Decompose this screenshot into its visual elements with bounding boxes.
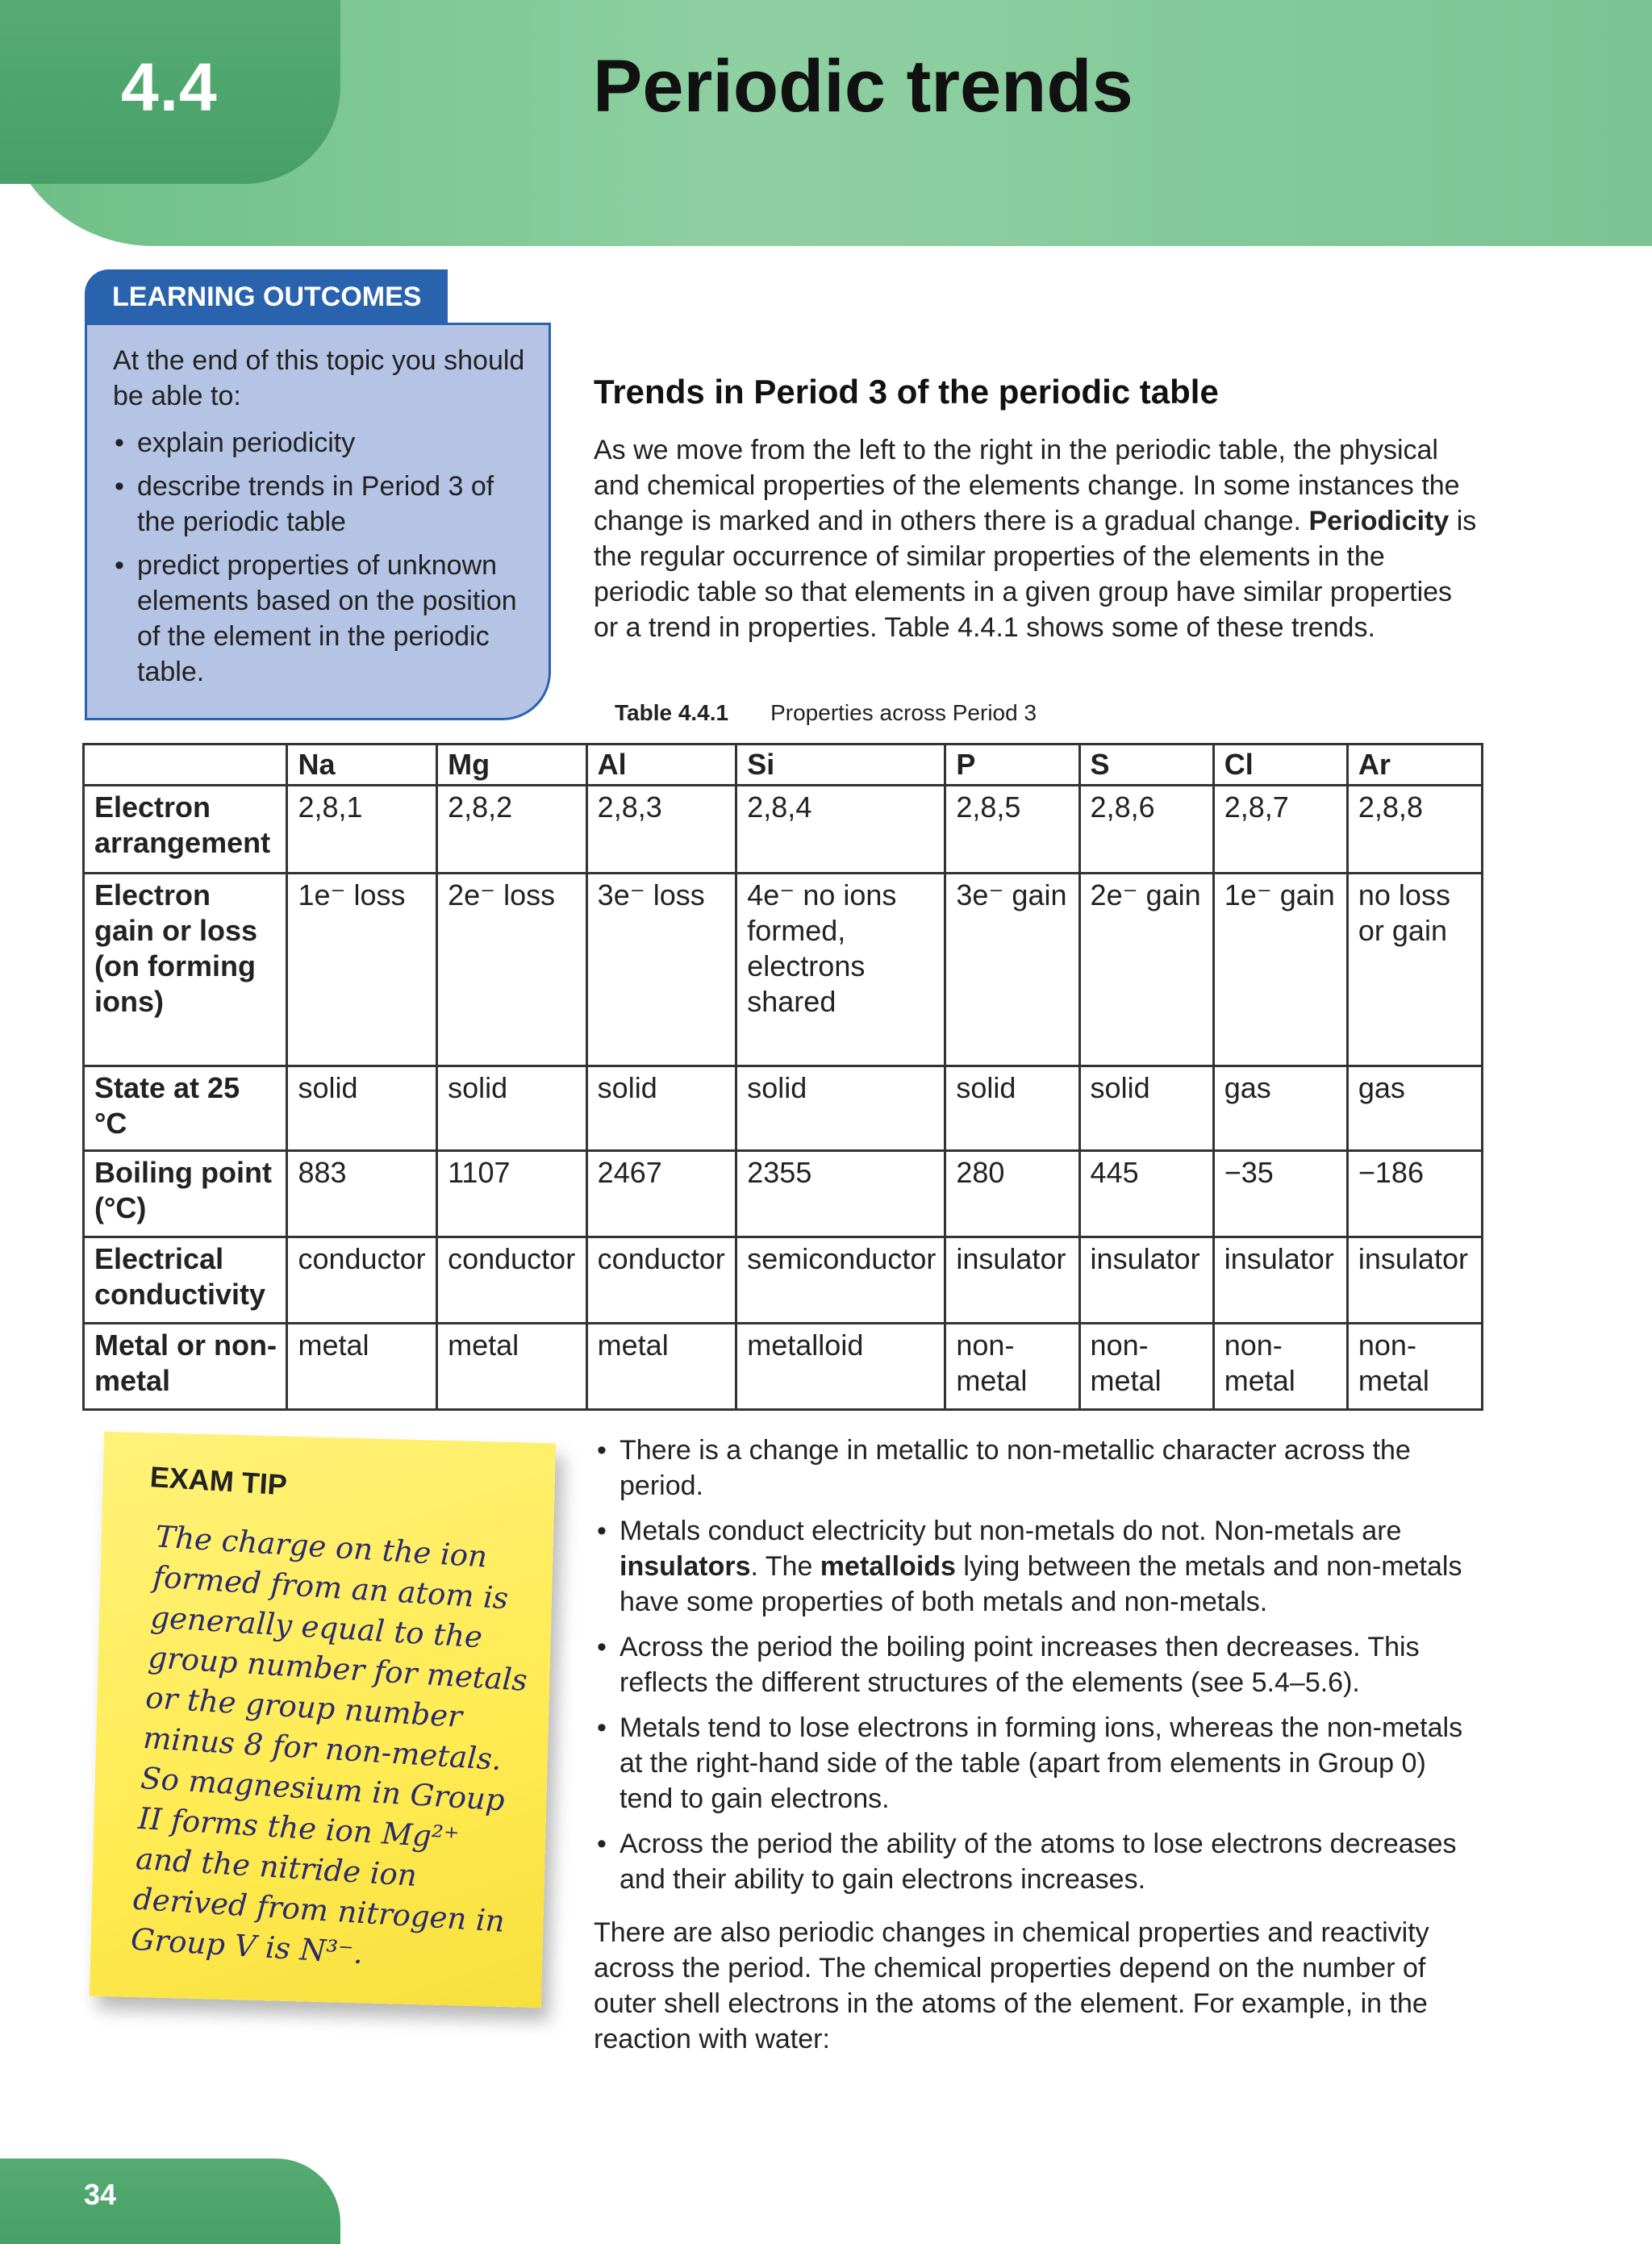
table-cell: solid [1079, 1066, 1213, 1151]
table-cell: metal [586, 1324, 736, 1410]
table-cell: solid [586, 1066, 736, 1151]
table-cell: non-metal [1347, 1324, 1482, 1410]
table-header-cell [84, 745, 287, 786]
learning-outcome-item: • describe trends in Period 3 of the periodic table [113, 469, 529, 540]
table-cell: 3e⁻ loss [586, 874, 736, 1066]
table-row-label: Electron gain or loss (on forming ions) [84, 874, 287, 1066]
table-cell: gas [1213, 1066, 1347, 1151]
term-metalloids: metalloids [820, 1551, 956, 1582]
table-cell: 2355 [736, 1151, 945, 1237]
table-cell: insulator [1079, 1237, 1213, 1324]
table-row-label: Electrical conductivity [84, 1237, 287, 1324]
table-cell: metal [287, 1324, 437, 1410]
learning-outcomes-intro: At the end of this topic you should be able to: [113, 345, 525, 411]
trend-list [594, 1433, 1481, 1907]
table-header-cell: S [1079, 745, 1213, 786]
table-cell: 2,8,8 [1347, 786, 1482, 874]
learning-outcome-item: • explain periodicity [113, 425, 529, 461]
table-header-cell: Si [736, 745, 945, 786]
table-caption-label: Table 4.4.1 [615, 700, 729, 725]
table-cell: 3e⁻ gain [945, 874, 1079, 1066]
table-cell: solid [945, 1066, 1079, 1151]
table-cell: 4e⁻ no ions formed, electrons shared [736, 874, 945, 1066]
table-cell: 2,8,6 [1079, 786, 1213, 874]
table-row-label: Metal or non-metal [84, 1324, 287, 1410]
table-cell: 2,8,7 [1213, 786, 1347, 874]
table-cell: solid [437, 1066, 587, 1151]
table-header-cell: Mg [437, 745, 587, 786]
table-cell: solid [287, 1066, 437, 1151]
table-cell: non-metal [1079, 1324, 1213, 1410]
table-cell: insulator [1347, 1237, 1482, 1324]
table-cell: conductor [437, 1237, 587, 1324]
section-number: 4.4 [121, 49, 218, 125]
table-cell: gas [1347, 1066, 1482, 1151]
table-cell: non-metal [1213, 1324, 1347, 1410]
learning-outcomes-list [113, 425, 529, 690]
table-cell: 2e⁻ gain [1079, 874, 1213, 1066]
trend-text: Metals conduct electricity but non-metals do not. Non-metals are [620, 1516, 1402, 1546]
table-row-label: Electron arrangement [84, 786, 287, 874]
table-cell: conductor [586, 1237, 736, 1324]
table-header-cell: Ar [1347, 745, 1482, 786]
trend-item: • There is a change in metallic to non-metallic character across the period. [594, 1433, 1481, 1504]
table-cell: 2,8,2 [437, 786, 587, 874]
exam-tip-body: The charge on the ion formed from an atom is generally equal to the group number for metals or the group number minus 8 for non-metals. So magnesium in Group II forms the ion Mg²⁺ and the nitride ion derived from nitrogen in Group V is N³⁻. [129, 1519, 528, 1971]
table-cell: 2,8,4 [736, 786, 945, 874]
table-cell: 1e⁻ gain [1213, 874, 1347, 1066]
closing-paragraph: There are also periodic changes in chemical properties and reactivity across the period. The chemical properties depend on the number of outer shell electrons in the atoms of the element. For example, in the reaction with water: [594, 1917, 1429, 2054]
trend-item: • Metals tend to lose electrons in forming ions, whereas the non-metals at the right-hand side of the table (apart from elements in Group 0) tend to gain electrons. [594, 1710, 1481, 1816]
table-cell: metalloid [736, 1324, 945, 1410]
table-row [84, 1237, 1483, 1324]
trend-item: • Across the period the boiling point increases then decreases. This reflects the different structures of the elements (see 5.4–5.6). [594, 1629, 1481, 1700]
trend-text: lying between the metals and non-metals have some properties of both metals and non-metals. [620, 1551, 1462, 1617]
exam-tip-title: EXAM TIP [148, 1460, 288, 1502]
section-heading: Trends in Period 3 of the periodic table [594, 373, 1219, 411]
table-header-cell: Cl [1213, 745, 1347, 786]
table-cell: conductor [287, 1237, 437, 1324]
intro-paragraph [594, 432, 1481, 645]
table-header-row [84, 745, 1483, 786]
table-caption-text: Properties across Period 3 [770, 700, 1037, 725]
table-row-label: State at 25 °C [84, 1066, 287, 1151]
table-cell: 1107 [437, 1151, 587, 1237]
term-insulators: insulators [620, 1551, 751, 1582]
table-cell: 2,8,5 [945, 786, 1079, 874]
table-cell: 2e⁻ loss [437, 874, 587, 1066]
table-header-cell: Al [586, 745, 736, 786]
table-row [84, 786, 1483, 874]
table-cell: 1e⁻ loss [287, 874, 437, 1066]
table-cell: −35 [1213, 1151, 1347, 1237]
table-cell: 2,8,1 [287, 786, 437, 874]
table-cell: insulator [1213, 1237, 1347, 1324]
table-cell: no loss or gain [1347, 874, 1482, 1066]
page-title: Periodic trends [593, 45, 1133, 127]
table-cell: 2467 [586, 1151, 736, 1237]
trend-item [594, 1513, 1481, 1620]
intro-text-2: is the regular occurrence of similar properties of the elements in the periodic table so that elements in a given group have similar properties or a trend in properties. Table 4.4.1 shows some of these trends. [594, 506, 1477, 643]
trend-text: . The [750, 1551, 820, 1582]
table-cell: insulator [945, 1237, 1079, 1324]
intro-text-1: As we move from the left to the right in the periodic table, the physical and chemical properties of the elements change. In some instances the change is marked and in others there is a gradual change. [594, 435, 1460, 536]
table-row-label: Boiling point (°C) [84, 1151, 287, 1237]
table-cell: solid [736, 1066, 945, 1151]
learning-outcomes-label: LEARNING OUTCOMES [85, 269, 448, 324]
table-cell: 883 [287, 1151, 437, 1237]
table-cell: metal [437, 1324, 587, 1410]
table-cell: 280 [945, 1151, 1079, 1237]
table-row [84, 1324, 1483, 1410]
exam-tip-note [90, 1432, 556, 2008]
table-cell: non-metal [945, 1324, 1079, 1410]
properties-table [82, 743, 1483, 1411]
table-row [84, 1151, 1483, 1237]
term-periodicity: Periodicity [1308, 506, 1450, 536]
table-caption [615, 700, 1037, 726]
table-cell: 445 [1079, 1151, 1213, 1237]
trend-item: • Across the period the ability of the atoms to lose electrons decreases and their ability to gain electrons increases. [594, 1826, 1481, 1897]
learning-outcomes-box [85, 323, 551, 720]
table-cell: semiconductor [736, 1237, 945, 1324]
table-header-cell: Na [287, 745, 437, 786]
table-cell: 2,8,3 [586, 786, 736, 874]
page-number: 34 [84, 2178, 117, 2211]
table-row [84, 874, 1483, 1066]
table-row [84, 1066, 1483, 1151]
table-header-cell: P [945, 745, 1079, 786]
table-cell: −186 [1347, 1151, 1482, 1237]
footer-tab [0, 2158, 340, 2244]
learning-outcome-item: • predict properties of unknown elements based on the position of the element in the periodic table. [113, 548, 529, 690]
